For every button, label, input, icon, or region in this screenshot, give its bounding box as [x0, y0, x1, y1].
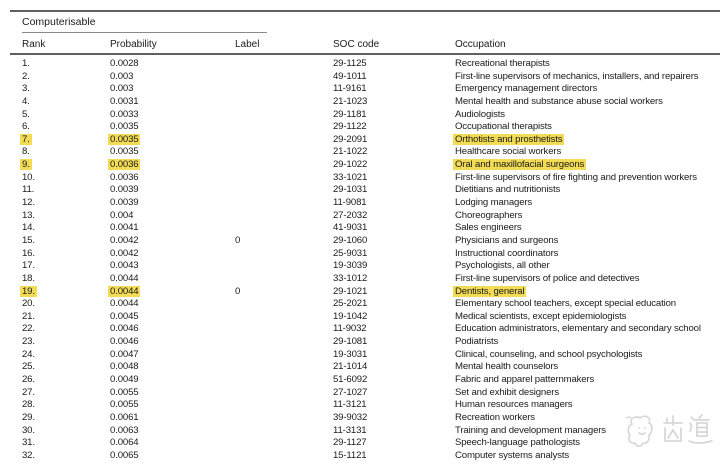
label-cell: [235, 134, 333, 147]
soc-code-cell: 49-1011: [333, 70, 367, 82]
rank-cell: 12.: [22, 197, 35, 209]
rank-cell: 29.: [22, 411, 35, 423]
tooth-mascot-icon: [626, 416, 652, 446]
rank-cell: 28.: [22, 399, 35, 411]
rank-cell: 2.: [22, 70, 30, 82]
table-row: [0, 222, 720, 235]
soc-code-cell: 39-9032: [333, 411, 368, 423]
probability-cell: 0.0045: [110, 310, 139, 322]
soc-code-cell: 41-9031: [333, 222, 368, 234]
occupation-cell: Occupational therapists: [455, 121, 552, 133]
label-cell: 0: [235, 234, 241, 246]
soc-code-cell: 29-1022: [333, 159, 368, 171]
rank-cell: 3.: [22, 83, 30, 95]
column-header-row: [0, 39, 720, 51]
probability-cell: 0.0028: [110, 58, 139, 69]
label-cell: [235, 336, 333, 349]
occupation-cell: Orthotists and prosthetists: [455, 133, 563, 145]
occupation-cell: Instructional coordinators: [455, 247, 559, 259]
table-row: [0, 387, 720, 400]
rank-cell: 17.: [22, 260, 35, 272]
label-cell: [235, 58, 333, 71]
soc-code-cell: 29-1122: [333, 121, 367, 133]
table-row: [0, 260, 720, 273]
probability-cell: 0.0031: [110, 95, 139, 107]
soc-code-cell: 51-6092: [333, 374, 368, 386]
probability-cell: 0.0046: [110, 323, 139, 335]
soc-code-cell: 29-1125: [333, 58, 367, 69]
probability-cell: 0.0033: [110, 108, 139, 120]
rank-cell: 31.: [22, 437, 35, 449]
occupation-cell: Lodging managers: [455, 197, 533, 209]
table-body: [0, 58, 720, 463]
label-cell: [235, 260, 333, 273]
soc-code-cell: 21-1014: [333, 361, 368, 373]
rank-cell: 18.: [22, 272, 35, 284]
soc-code-cell: 11-9161: [333, 83, 367, 95]
probability-cell: 0.004: [110, 209, 134, 221]
table-row: [0, 197, 720, 210]
soc-code-cell: 19-3039: [333, 260, 368, 272]
rank-cell: 20.: [22, 298, 35, 310]
occupation-cell: Set and exhibit designers: [455, 386, 559, 398]
rank-cell: 30.: [22, 424, 35, 436]
probability-cell: 0.0042: [110, 247, 139, 259]
probability-cell: 0.0055: [110, 399, 139, 411]
probability-cell: 0.0055: [110, 386, 139, 398]
table-row: [0, 450, 720, 463]
watermark: [622, 410, 716, 460]
label-cell: [235, 248, 333, 261]
soc-code-cell: 15-1121: [333, 449, 367, 461]
occupation-cell: Recreational therapists: [455, 58, 550, 69]
probability-cell: 0.0044: [110, 272, 139, 284]
soc-code-cell: 33-1012: [333, 272, 368, 284]
table-row: [0, 159, 720, 172]
probability-cell: 0.0035: [110, 146, 139, 158]
occupation-cell: Medical scientists, except epidemiologists: [455, 310, 627, 322]
soc-code-cell: 19-1042: [333, 310, 368, 322]
table-row: [0, 273, 720, 286]
soc-code-cell: 29-1127: [333, 437, 367, 449]
occupation-cell: Computer systems analysts: [455, 449, 570, 461]
column-header-label: Label: [235, 39, 260, 50]
table-row: [0, 210, 720, 223]
label-cell: [235, 273, 333, 286]
probability-cell: 0.0061: [110, 411, 139, 423]
column-header-soc-code: SOC code: [333, 39, 380, 50]
occupation-cell: Mental health counselors: [455, 361, 559, 373]
probability-cell: 0.0063: [110, 424, 139, 436]
table-row: [0, 336, 720, 349]
occupation-cell: Oral and maxillofacial surgeons: [455, 159, 585, 171]
occupation-cell: Elementary school teachers, except special education: [455, 298, 676, 310]
label-cell: [235, 361, 333, 374]
rank-cell: 13.: [22, 209, 35, 221]
soc-code-cell: 11-9081: [333, 197, 367, 209]
label-cell: 0: [235, 285, 241, 297]
label-cell: [235, 146, 333, 159]
occupation-cell: Fabric and apparel patternmakers: [455, 374, 595, 386]
table-top-rule: [10, 10, 720, 12]
soc-code-cell: 29-1081: [333, 336, 368, 348]
occupation-cell: Sales engineers: [455, 222, 522, 234]
header-bottom-rule: [10, 53, 720, 55]
soc-code-cell: 29-1060: [333, 234, 368, 246]
table-row: [0, 172, 720, 185]
occupation-cell: Clinical, counseling, and school psychologists: [455, 348, 643, 360]
soc-code-cell: 27-1027: [333, 386, 368, 398]
column-header-probability: Probability: [110, 39, 157, 50]
soc-code-cell: 29-1181: [333, 108, 367, 120]
occupation-cell: Emergency management directors: [455, 83, 598, 95]
label-cell: [235, 172, 333, 185]
occupation-cell: Recreation workers: [455, 411, 535, 423]
label-cell: [235, 450, 333, 463]
occupation-cell: Choreographers: [455, 209, 523, 221]
table-row: [0, 83, 720, 96]
probability-cell: 0.0046: [110, 336, 139, 348]
occupation-cell: Education administrators, elementary and secondary school: [455, 323, 701, 335]
table-row: [0, 311, 720, 324]
soc-code-cell: 11-9032: [333, 323, 367, 335]
label-cell: [235, 96, 333, 109]
table-row: [0, 286, 720, 299]
table-row: [0, 412, 720, 425]
rank-cell: 23.: [22, 336, 35, 348]
rank-cell: 19.: [22, 285, 35, 297]
probability-cell: 0.003: [110, 70, 134, 82]
probability-cell: 0.0039: [110, 184, 139, 196]
table-row: [0, 298, 720, 311]
rank-cell: 27.: [22, 386, 35, 398]
table-row: [0, 437, 720, 450]
label-cell: [235, 374, 333, 387]
rank-cell: 8.: [22, 146, 30, 158]
label-cell: [235, 349, 333, 362]
probability-cell: 0.0044: [110, 298, 139, 310]
occupation-cell: Psychologists, all other: [455, 260, 550, 272]
probability-cell: 0.0043: [110, 260, 139, 272]
rank-cell: 9.: [22, 159, 30, 171]
label-cell: [235, 222, 333, 235]
table-row: [0, 323, 720, 336]
rank-cell: 6.: [22, 121, 30, 133]
rank-cell: 1.: [22, 58, 30, 69]
soc-code-cell: 19-3031: [333, 348, 368, 360]
table-row: [0, 399, 720, 412]
soc-code-cell: 25-9031: [333, 247, 368, 259]
table-row: [0, 146, 720, 159]
occupation-cell: Healthcare social workers: [455, 146, 562, 158]
occupation-cell: Speech-language pathologists: [455, 437, 580, 449]
rank-cell: 7.: [22, 133, 30, 145]
table-row: [0, 109, 720, 122]
rank-cell: 24.: [22, 348, 35, 360]
occupation-cell: Dietitians and nutritionists: [455, 184, 561, 196]
soc-code-cell: 33-1021: [333, 171, 368, 183]
rank-cell: 11.: [22, 184, 35, 196]
label-cell: [235, 159, 333, 172]
rank-cell: 15.: [22, 234, 35, 246]
label-cell: [235, 399, 333, 412]
label-cell: [235, 311, 333, 324]
table-group-header: Computerisable: [22, 16, 96, 28]
rank-cell: 10.: [22, 171, 35, 183]
probability-cell: 0.0035: [110, 121, 139, 133]
table-row: [0, 361, 720, 374]
table-row: [0, 71, 720, 84]
watermark-char-chi: [664, 416, 682, 441]
occupation-cell: Human resources managers: [455, 399, 573, 411]
rank-cell: 32.: [22, 449, 35, 461]
occupation-cell: First-line supervisors of fire fighting and prevention workers: [455, 171, 697, 183]
soc-code-cell: 11-3121: [333, 399, 367, 411]
watermark-char-dao: [689, 415, 712, 443]
column-header-rank: Rank: [22, 39, 46, 50]
probability-cell: 0.0048: [110, 361, 139, 373]
occupation-cell: Audiologists: [455, 108, 505, 120]
occupation-cell: Mental health and substance abuse social workers: [455, 95, 663, 107]
probability-cell: 0.0035: [110, 133, 139, 145]
label-cell: [235, 184, 333, 197]
label-cell: [235, 387, 333, 400]
soc-code-cell: 25-2021: [333, 298, 368, 310]
label-cell: [235, 83, 333, 96]
rank-cell: 4.: [22, 95, 30, 107]
rank-cell: 22.: [22, 323, 35, 335]
probability-cell: 0.0047: [110, 348, 139, 360]
soc-code-cell: 11-3131: [333, 424, 367, 436]
soc-code-cell: 27-2032: [333, 209, 368, 221]
probability-cell: 0.0041: [110, 222, 139, 234]
soc-code-cell: 29-1021: [333, 285, 368, 297]
soc-code-cell: 29-2091: [333, 133, 368, 145]
table-row: [0, 349, 720, 362]
probability-cell: 0.0036: [110, 159, 139, 171]
probability-cell: 0.0064: [110, 437, 139, 449]
occupation-cell: First-line supervisors of police and detectives: [455, 272, 640, 284]
rank-cell: 25.: [22, 361, 35, 373]
rank-cell: 16.: [22, 247, 35, 259]
label-cell: [235, 197, 333, 210]
occupation-cell: First-line supervisors of mechanics, installers, and repairers: [455, 70, 699, 82]
label-cell: [235, 412, 333, 425]
occupation-cell: Podiatrists: [455, 336, 499, 348]
probability-cell: 0.0049: [110, 374, 139, 386]
occupation-cell: Training and development managers: [455, 424, 606, 436]
label-cell: [235, 323, 333, 336]
table-row: [0, 121, 720, 134]
table-row: [0, 58, 720, 71]
soc-code-cell: 21-1022: [333, 146, 368, 158]
probability-cell: 0.0039: [110, 197, 139, 209]
label-cell: [235, 210, 333, 223]
table-row: [0, 184, 720, 197]
rank-cell: 21.: [22, 310, 35, 322]
label-cell: [235, 121, 333, 134]
label-cell: [235, 425, 333, 438]
label-cell: [235, 298, 333, 311]
table-row: [0, 374, 720, 387]
table-row: [0, 96, 720, 109]
probability-cell: 0.0042: [110, 234, 139, 246]
soc-code-cell: 21-1023: [333, 95, 368, 107]
probability-cell: 0.0036: [110, 171, 139, 183]
table-row: [0, 134, 720, 147]
table-row: [0, 425, 720, 438]
table-row: [0, 235, 720, 248]
column-header-occupation: Occupation: [455, 39, 506, 50]
rank-cell: 26.: [22, 374, 35, 386]
rank-cell: 5.: [22, 108, 30, 120]
label-cell: [235, 71, 333, 84]
label-cell: [235, 109, 333, 122]
probability-cell: 0.0065: [110, 449, 139, 461]
table-row: [0, 248, 720, 261]
soc-code-cell: 29-1031: [333, 184, 368, 196]
label-cell: [235, 437, 333, 450]
probability-cell: 0.003: [110, 83, 134, 95]
occupation-cell: Dentists, general: [455, 285, 525, 297]
occupation-cell: Physicians and surgeons: [455, 234, 559, 246]
probability-cell: 0.0044: [110, 285, 139, 297]
rank-cell: 14.: [22, 222, 35, 234]
group-header-underline: [22, 32, 267, 33]
